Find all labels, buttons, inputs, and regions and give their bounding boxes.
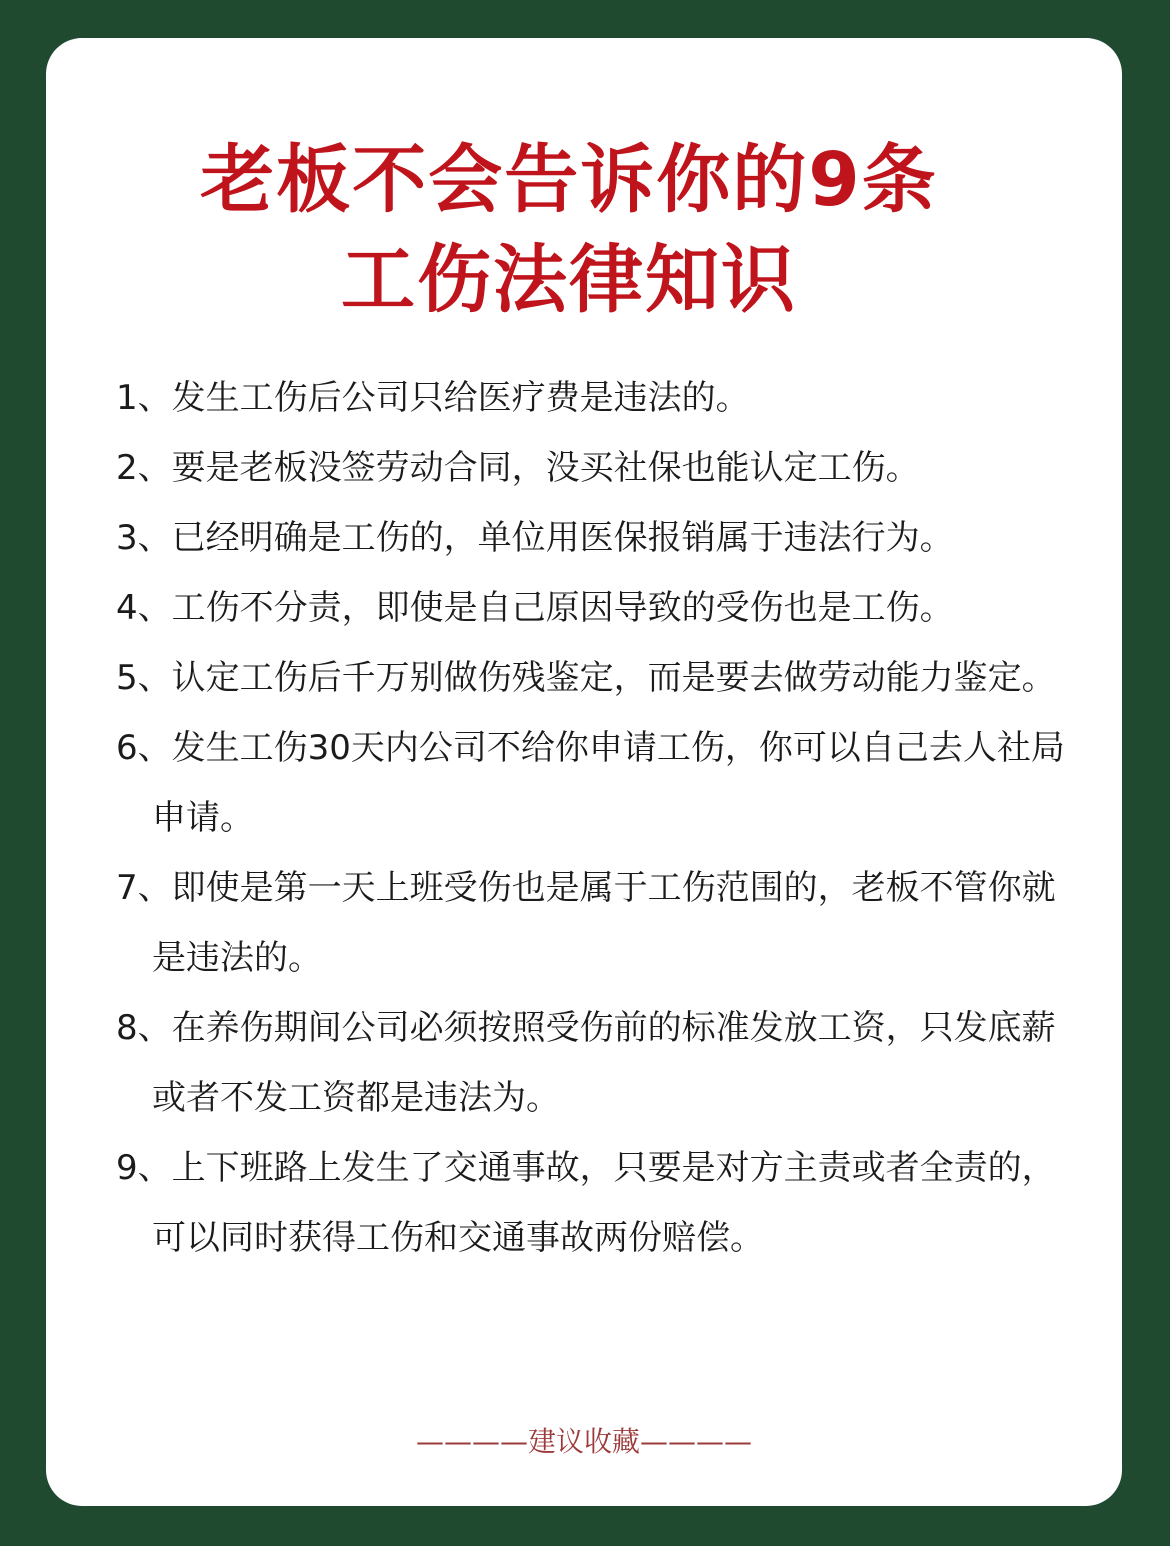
- page-title: [46, 130, 1092, 330]
- tips-list: [116, 363, 1076, 1273]
- list-item-1: 1、发生工伤后公司只给医疗费是违法的。: [116, 378, 750, 418]
- list-item-2: 2、要是老板没签劳动合同，没买社保也能认定工伤。: [116, 448, 920, 488]
- list-item-6: 6、发生工伤30天内公司不给你申请工伤，你可以自己去人社局申请。: [116, 728, 1065, 838]
- title-line-1: 老板不会告诉你的9条: [200, 137, 938, 223]
- list-item-8: 8、在养伤期间公司必须按照受伤前的标准发放工资，只发底薪或者不发工资都是违法为。: [116, 1008, 1056, 1118]
- content-card: [46, 38, 1122, 1506]
- title-line-2: 工伤法律知识: [341, 237, 797, 323]
- list-item-9: 9、上下班路上发生了交通事故，只要是对方主责或者全责的，可以同时获得工伤和交通事故两份赔偿。: [116, 1148, 1056, 1258]
- list-item-4: 4、工伤不分责，即使是自己原因导致的受伤也是工伤。: [116, 588, 954, 628]
- list-item-7: 7、即使是第一天上班受伤也是属于工伤范围的，老板不管你就是违法的。: [116, 868, 1056, 978]
- list-item-5: 5、认定工伤后千万别做伤残鉴定，而是要去做劳动能力鉴定。: [116, 658, 1056, 698]
- list-item-3: 3、已经明确是工伤的，单位用医保报销属于违法行为。: [116, 518, 954, 558]
- footer-note: ————建议收藏————: [415, 1425, 752, 1458]
